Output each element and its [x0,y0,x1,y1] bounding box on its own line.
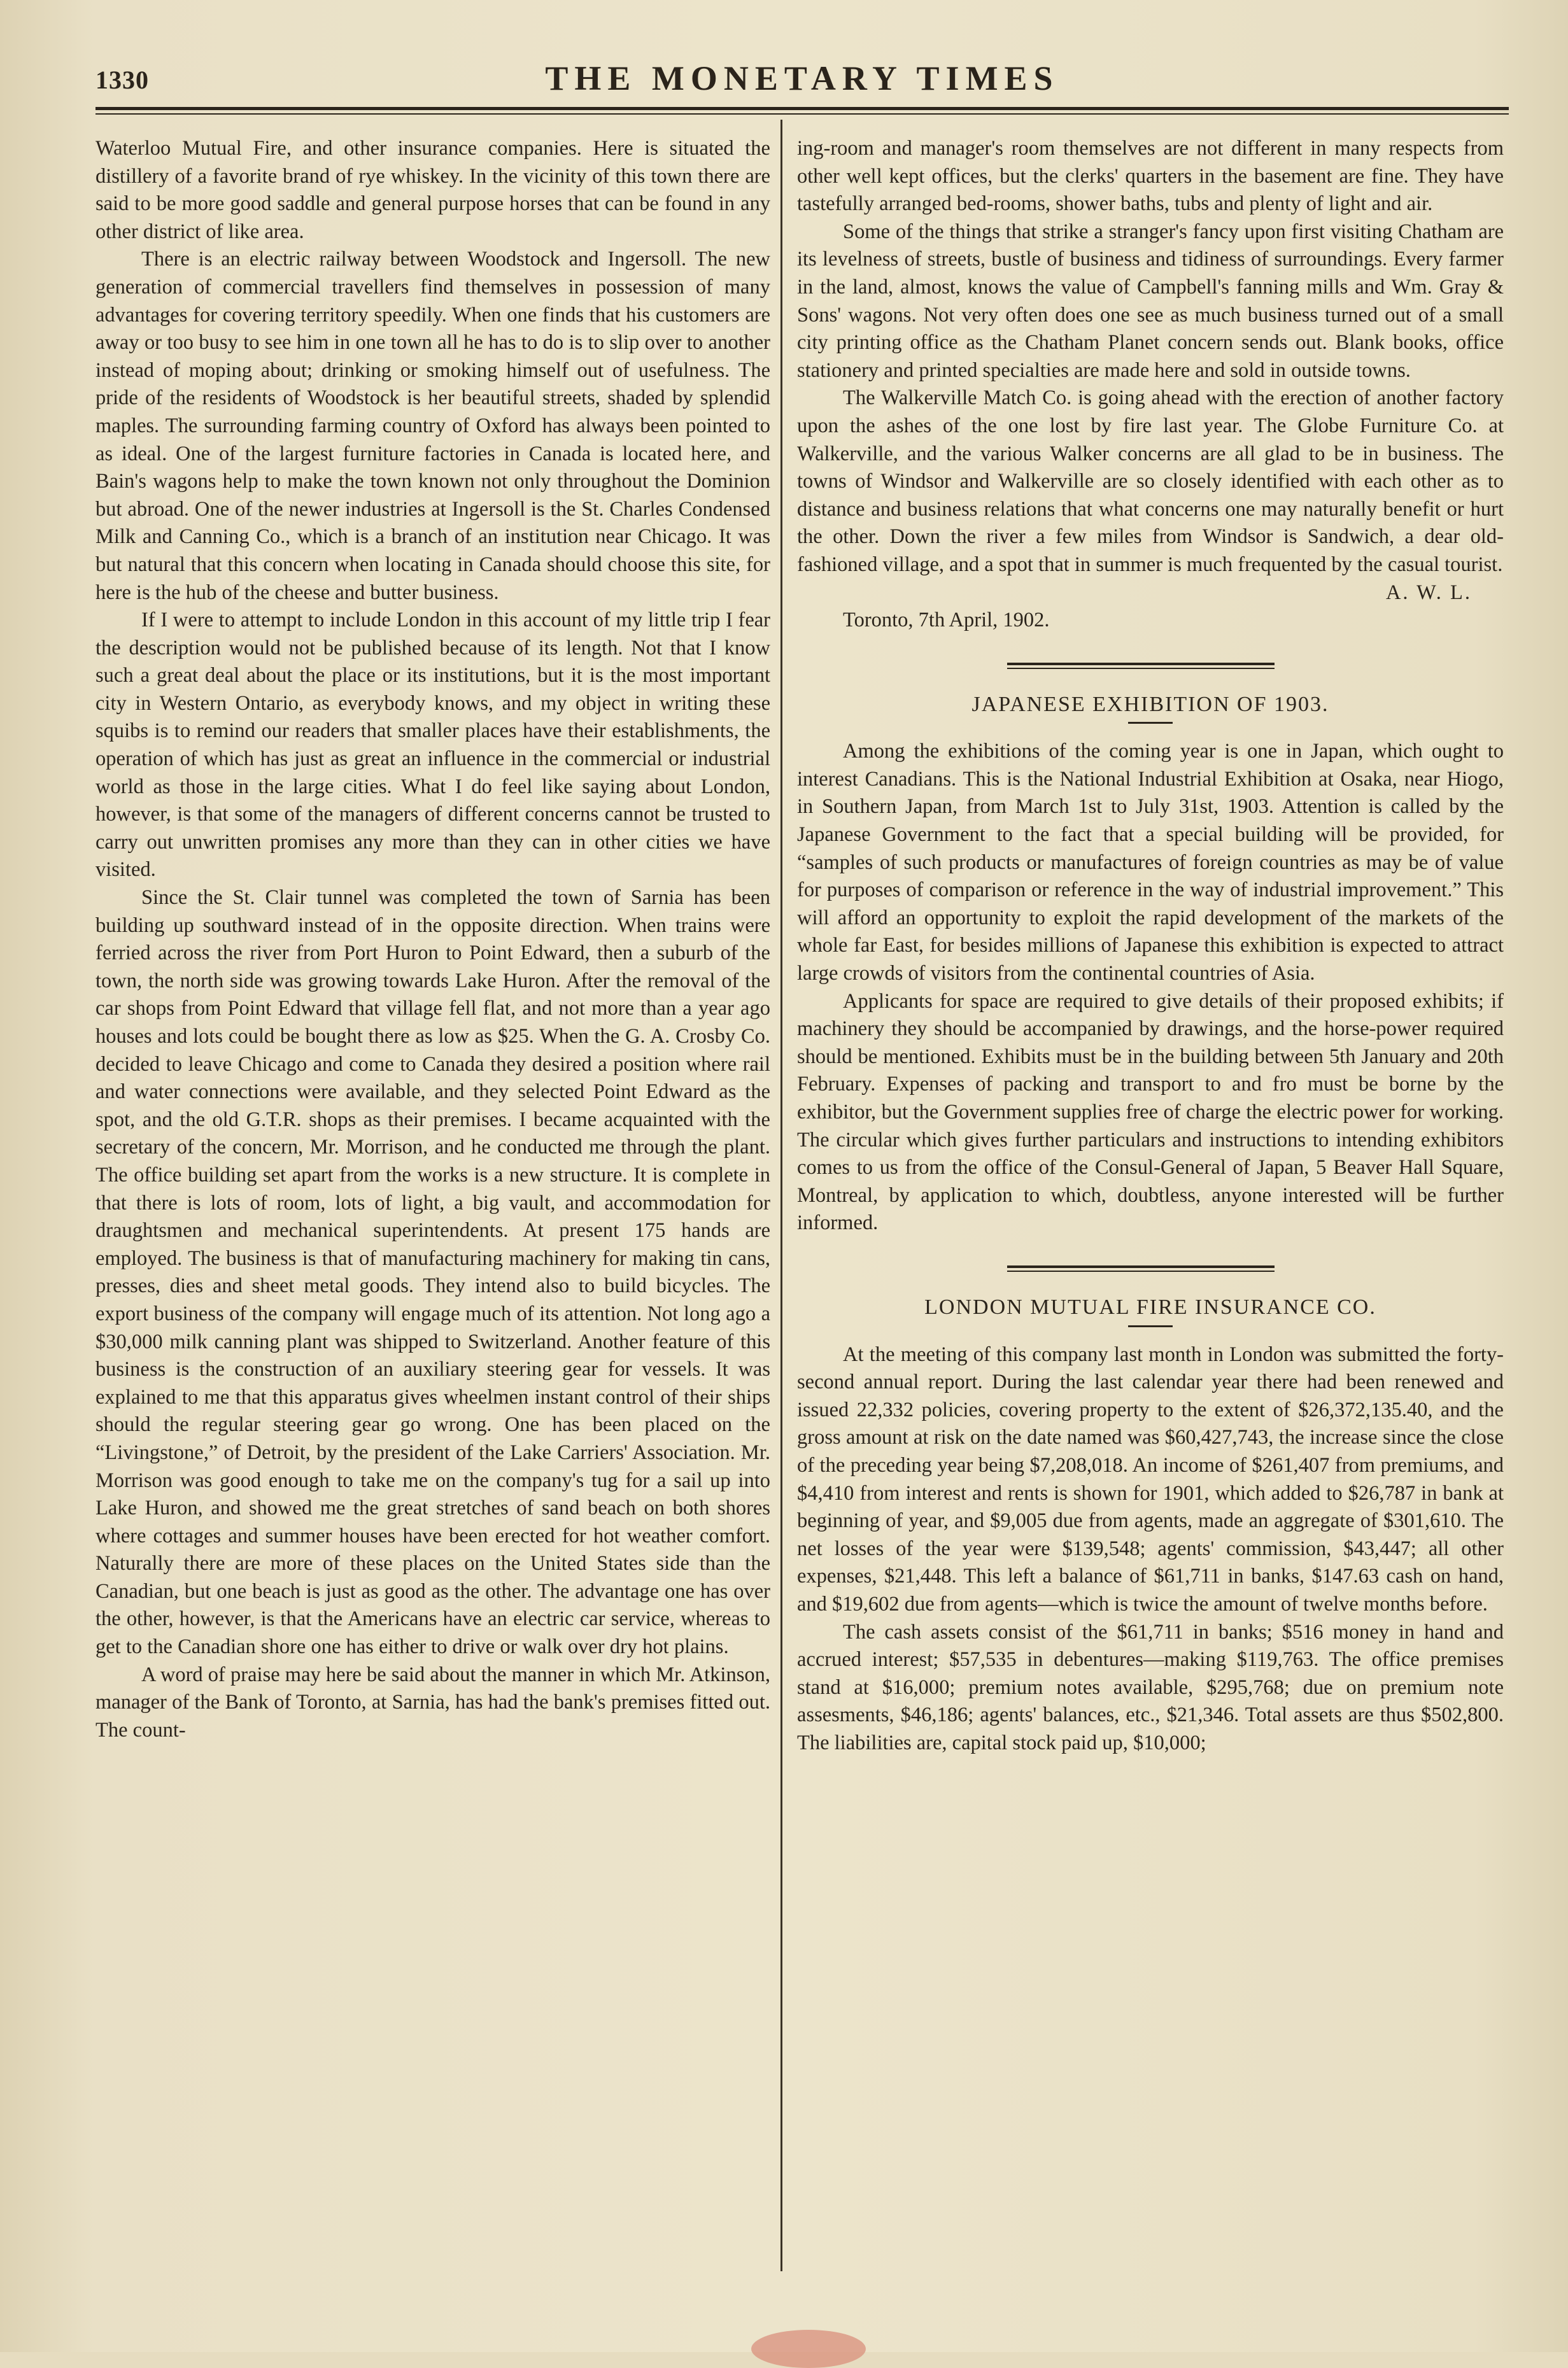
paragraph: Since the St. Clair tunnel was completed the town of Sarnia has been building up southward instead of in the opposite direction. When trains were ferried across the river from Port Huron to Point Edward, then a suburb of the town, the north side was growing towards Lake Huron. After the removal of the car shops from Point Edward that village fell flat, and not more than a year ago houses and lots could be bought there as low as $25. When the G. A. Crosby Co. decided to leave Chicago and come to Canada they desired a position where rail and water connections were available, and they selected Point Edward as the spot, and the old G.T.R. shops as their premises. I became acquainted with the secretary of the concern, Mr. Morrison, and he conducted me through the plant. The office building set apart from the works is a new structure. It is complete in that there is lots of room, lots of light, a big vault, and accommodation for draughtsmen and mechanical superintendents. At present 175 hands are employed. The business is that of manufacturing machinery for making tin cans, presses, dies and sheet metal goods. They intend also to build bicycles. The export business of the company will engage much of its attention. Not long ago a $30,000 milk canning plant was shipped to Switzerland. Another feature of this business is the construction of an auxiliary steering gear for vessels. It was explained to me that this apparatus gives wheelmen instant control of their ships should the regular steering gear go wrong. One has been placed on the “Livingstone,” of Detroit, by the president of the Lake Carriers' Association. Mr. Morrison was good enough to take me on the company's tug for a sail up into Lake Huron, and showed me the great stretches of sand beach on both shores where cottages and summer houses have been erected for hot weather comfort. Naturally there are more of these places on the United States side than the Canadian, but one beach is just as good as the other. The advantage one has over the other, however, is that the Americans have an electric car service, whereas to get to the Canadian shore one has either to drive or walk over dry hot plains. [95,886,770,1659]
dateline: Toronto, 7th April, 1902. [843,609,1050,632]
page-number: 1330 [95,66,149,94]
section-divider [797,649,1504,684]
paragraph: The Walkerville Match Co. is going ahead with the erection of another factory upon the ashes of the one lost by fire last year. The Globe Furniture Co. at Walkerville, and the various Walker concerns are all glad to be in business. The towns of Windsor and Walkerville are so closely identified with each other as to distance and business relations that what concerns one may naturally benefit or hurt the other. Down the river a few miles from Windsor is Sandwich, a dear old-fashioned village, and a spot that in summer is much frequented by the casual tourist. [797,386,1504,576]
paragraph: There is an electric railway between Woodstock and Ingersoll. The new generation of commercial travellers find themselves in possession of many advantages for covering territory speedily. When one finds that his customers are away or too busy to see him in one town all he has to do is to slip over to another instead of moping about; drinking or smoking himself out of usefulness. The pride of the residents of Woodstock is her beautiful streets, shaded by splendid maples. The surrounding farming country of Oxford has always been pointed to as ideal. One of the largest furniture factories in Canada is located here, and Bain's wagons help to make the town known not only throughout the Dominion but abroad. One of the newer industries at Ingersoll is the St. Charles Condensed Milk and Canning Co., which is a branch of an institution near Chicago. It was but natural that this concern when locating in Canada should choose this site, for here is the hub of the cheese and butter business. [95,248,770,604]
paragraph: At the meeting of this company last month in London was submitted the forty-second annual report. During the last calendar year there had been renewed and issued 22,332 policies, covering property to the extent of $26,372,135.40, and the gross amount at risk on the date named was $60,427,743, the increase since the close of the preceding year being $7,208,018. An income of $261,407 from premiums, and $4,410 from interest and rents is shown for 1901, which added to $26,787 in bank at beginning of year, and $9,005 due from agents, made an aggregate of $301,610. The net losses of the year were $139,548; agents' commission, $43,447; all other expenses, $21,448. This left a balance of $61,711 in banks, $147.63 cash on hand, and $19,602 due from agents—which is twice the amount of twelve months before. [797,1343,1504,1616]
section-title-japanese-exhibition: JAPANESE EXHIBITION OF 1903. [971,692,1329,716]
header-rule-thin [95,113,1509,115]
title-dash [1128,722,1173,724]
title-dash [1128,1325,1173,1327]
masthead-title: THE MONETARY TIMES [545,59,1059,97]
paragraph: Among the exhibitions of the coming year is one in Japan, which ought to interest Canadians. This is the National Industrial Exhibition at Osaka, near Hiogo, in Southern Japan, from March 1st to July 31st, 1903. Attention is called by the Japanese Government to the fact that a special building will be provided, for “samples of such products or manufactures of foreign countries as may be of value for purposes of comparison or reference in the way of industrial improvement.” This will afford an opportunity to exploit the rapid development of the markets of the whole far East, for besides millions of Japanese this exhibition is expected to attract large crowds of visitors from the continental countries of Asia. [797,740,1504,985]
paragraph: ing-room and manager's room themselves are not different in many respects from other well kept offices, but the clerks' quarters in the basement are fine. They have tastefully arranged bed-rooms, shower baths, tubs and plenty of light and air. [797,137,1504,216]
paragraph: A word of praise may here be said about the manner in which Mr. Atkinson, manager of the Bank of Toronto, at Sarnia, has had the bank's premises fitted out. The count- [95,1663,770,1742]
right-column [797,135,1504,1757]
page-header [95,59,1509,103]
left-column [95,135,770,1744]
paragraph: Some of the things that strike a stranger's fancy upon first visiting Chatham are its levelness of streets, bustle of business and tidiness of surroundings. Every farmer in the land, almost, knows the value of Campbell's fanning mills and Wm. Gray & Sons' wagons. Not very often does one see as much business turned out of a small city printing office as the Chatham Planet concern sends out. Blank books, office stationery and printed specialties are made here and sold in outside towns. [797,220,1504,382]
signature-row [797,579,1504,607]
section-title-london-mutual: LONDON MUTUAL FIRE INSURANCE CO. [924,1295,1376,1319]
paper-stain [751,2330,866,2368]
author-signature: A. W. L. [1385,581,1472,604]
section-divider [797,1251,1504,1287]
header-rule [95,107,1509,110]
paragraph: Applicants for space are required to give details of their proposed exhibits; if machinery they should be accompanied by drawings, and the horse-power required should be mentioned. Exhibits must be in the building between 5th January and 20th February. Expenses of packing and transport to and fro must be borne by the exhibitor, but the Government supplies free of charge the electric power for working. The circular which gives further particulars and instructions to intending exhibitors comes to us from the office of the Consul-General of Japan, 5 Beaver Hall Square, Montreal, by application to which, doubtless, anyone interested will be further informed. [797,989,1504,1235]
paragraph: If I were to attempt to include London in this account of my little trip I fear the description would not be published because of its length. Not that I know such a great deal about the place or its institutions, but it is the most important city in Western Ontario, as everybody knows, and my object in writing these squibs is to remind our readers that smaller places have their establishments, the operation of which has just as great an influence in the commercial or industrial world as those in the large cities. What I do feel like saying about London, however, is that some of the managers of different concerns cannot be trusted to carry out unwritten promises any more than they can in other cities we have visited. [95,609,770,882]
paragraph: Waterloo Mutual Fire, and other insurance companies. Here is situated the distillery of a favorite brand of rye whiskey. In the vicinity of this town there are said to be more good saddle and general purpose horses that can be found in any other district of like area. [95,137,770,243]
paragraph: The cash assets consist of the $61,711 in banks; $516 money in hand and accrued interest; $57,535 in debentures—making $119,763. The office premises stand at $16,000; premium notes available, $295,768; due on premium note assesments, $46,186; agents' balances, etc., $21,346. Total assets are thus $502,800. The liabilities are, capital stock paid up, $10,000; [797,1620,1504,1754]
column-divider [780,120,782,2271]
